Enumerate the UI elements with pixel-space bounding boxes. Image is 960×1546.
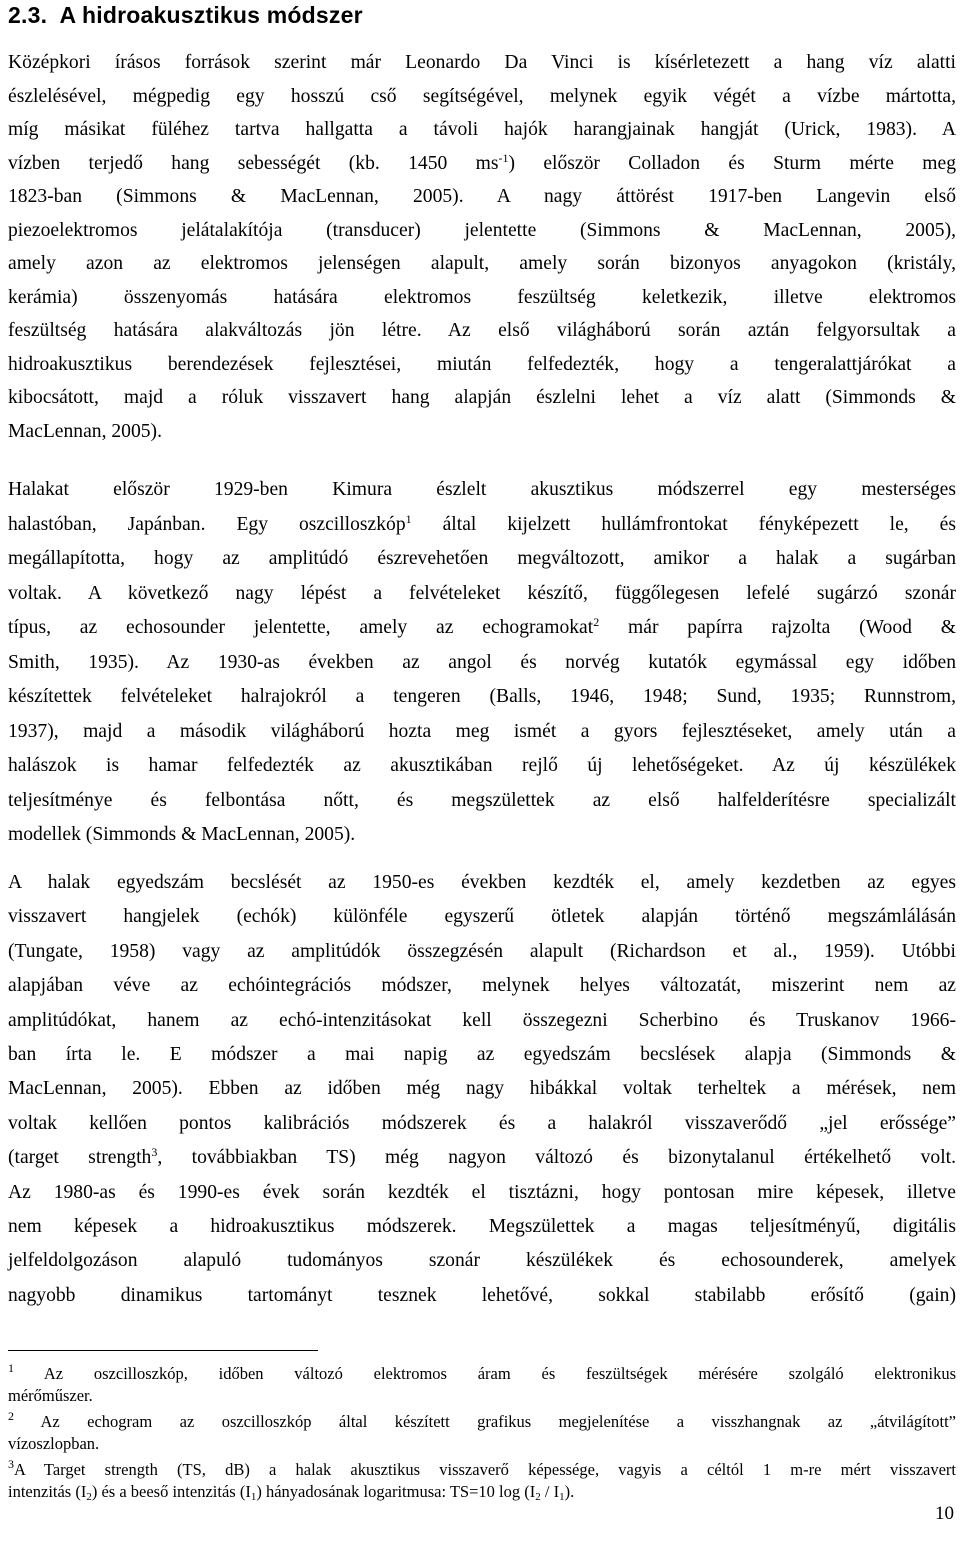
section-number: 2.3. — [8, 2, 48, 28]
footnote-line — [8, 1480, 574, 1503]
section-heading — [8, 2, 363, 29]
text-line: Smith, 1935). Az 1930-as években az angol és norvég kutatók egymással egy időben — [8, 651, 956, 673]
text-line: jelfeldolgozáson alapuló tudományos szonár készülékek és echosounderek, amelyek — [8, 1250, 956, 1272]
text-run: (target strength — [8, 1147, 152, 1169]
text-line: voltak. A következő nagy lépést a felvételeket készítő, függőlegesen lefelé sugárzó szonár — [8, 582, 956, 604]
footnote-mark: 2 — [8, 1409, 14, 1423]
text-line: ban írta le. E módszer a mai napig az egyedszám becslések alapja (Simmonds & — [8, 1044, 956, 1065]
text-run: vízben terjedő hang sebességét (kb. 1450 ms — [8, 152, 499, 174]
text-line: halászok is hamar felfedezték az akusztikában rejlő új lehetőségeket. Az új készülékek — [8, 755, 956, 776]
subscript: 2 — [535, 1491, 541, 1503]
text-line — [8, 511, 956, 539]
text-line: észlelésével, mégpedig egy hosszú cső segítségével, melynek egyik végét a vízbe mártotta, — [8, 85, 956, 107]
footnote-separator — [8, 1350, 318, 1351]
text-line: A halak egyedszám becslését az 1950-es években kezdték el, amely kezdetben az egyes — [8, 872, 956, 893]
text-run: / I — [540, 1482, 560, 1501]
text-line: Középkori írásos források szerint már Leonardo Da Vinci is kísérletezett a hang víz alatti — [8, 52, 956, 73]
text-line — [8, 1144, 956, 1172]
text-line: (Tungate, 1958) vagy az amplitúdók összegzésén alapult (Richardson et al., 1959). Utóbbi — [8, 940, 956, 962]
text-line: 1937), majd a második világháború hozta meg ismét a gyors fejlesztéseket, amely után a — [8, 720, 956, 742]
text-line: visszavert hangjelek (echók) különféle egyszerű ötletek alapján történő megszámlálásán — [8, 906, 956, 928]
text-run: által kijelzett hullámfrontokat fényképezett le, és — [411, 513, 957, 535]
text-run: halastóban, Japánban. Egy oszcilloszkóp — [8, 513, 406, 535]
subscript: 2 — [86, 1491, 92, 1503]
superscript: -1 — [498, 150, 509, 165]
text-line: megállapította, hogy az amplitúdó észrevehetően megváltozott, amikor a halak a sugárban — [8, 548, 956, 569]
text-run: ) először Colladon és Sturm mérte meg — [508, 152, 956, 174]
text-run: típus, az echosounder jelentette, amely az echogramokat — [8, 617, 594, 638]
text-line: modellek (Simmonds & MacLennan, 2005). — [8, 824, 356, 845]
text-line — [8, 614, 956, 642]
superscript: 2 — [593, 615, 600, 629]
text-line: Halakat először 1929-ben Kimura észlelt akusztikus módszerrel egy mesterséges — [8, 479, 956, 500]
text-line: MacLennan, 2005). — [8, 420, 162, 442]
text-line: teljesítménye és felbontása nőtt, és megszülettek az első halfelderítésre specializált — [8, 789, 956, 811]
footnote-line — [8, 1362, 956, 1385]
text-line: MacLennan, 2005). Ebben az időben még nagy hibákkal voltak terheltek a mérések, nem — [8, 1078, 956, 1100]
text-line: alapjában véve az echóintegrációs módszer, melynek helyes változatát, miszerint nem az — [8, 975, 956, 997]
text-line: feszültség hatására alakváltozás jön létre. Az első világháború során aztán felgyorsultak a — [8, 320, 956, 341]
superscript: 3 — [151, 1145, 158, 1160]
page-number: 10 — [935, 1503, 954, 1524]
text-line: amely azon az elektromos jelenségen alapult, amely során bizonyos anyagokon (kristály, — [8, 253, 956, 274]
footnote-mark: 1 — [8, 1361, 14, 1375]
text-line: nem képesek a hidroakusztikus módszerek. Megszülettek a magas teljesítményű, digitális — [8, 1216, 956, 1237]
footnote-mark: 3 — [8, 1457, 14, 1471]
subscript: 1 — [250, 1491, 257, 1503]
text-line — [8, 150, 956, 178]
text-line: Az 1980-as és 1990-es évek során kezdték el tisztázni, hogy pontosan mire képesek, illetve — [8, 1181, 956, 1203]
text-line: hidroakusztikus berendezések fejlesztései, miután felfedezték, hogy a tengeralattjárókat a — [8, 353, 956, 375]
subscript: 1 — [559, 1491, 565, 1503]
text-run: ) és a beeső intenzitás (I — [91, 1482, 251, 1501]
text-run: Az oszcilloszkóp, időben változó elektromos áram és feszültségek mérésére szolgáló elektronikus — [14, 1364, 956, 1383]
footnote-line: vízoszlopban. — [8, 1434, 100, 1453]
text-line: voltak kellően pontos kalibrációs módszerek és a halakról visszaverődő „jel erőssége” — [8, 1112, 956, 1134]
footnote-line — [8, 1410, 956, 1433]
text-run: intenzitás (I — [8, 1482, 87, 1501]
text-line: 1823-ban (Simmons & MacLennan, 2005). A nagy áttörést 1917-ben Langevin első — [8, 186, 956, 207]
text-line: míg másikat füléhez tartva hallgatta a távoli hajók harangjainak hangját (Urick, 1983). A — [8, 119, 956, 140]
text-line: kerámia) összenyomás hatására elektromos feszültség keletkezik, illetve elektromos — [8, 286, 956, 308]
text-line: amplitúdókat, hanem az echó-intenzitásokat kell összegezni Scherbino és Truskanov 1966- — [8, 1009, 956, 1031]
text-line: kibocsátott, majd a róluk visszavert hang alapján észlelni lehet a víz alatt (Simmonds & — [8, 387, 956, 408]
text-run: A Target strength (TS, dB) a halak akusztikus visszaverő képessége, vagyis a céltól 1 m-re mért visszavert — [14, 1460, 956, 1479]
text-run: ). — [564, 1482, 575, 1501]
superscript: 1 — [405, 511, 412, 526]
text-line: nagyobb dinamikus tartományt tesznek lehetővé, sokkal stabilabb erősítő (gain) — [8, 1284, 956, 1306]
text-run: Az echogram az oszcilloszkóp által készített grafikus megjelenítése a visszhangnak az „átvilágított” — [14, 1412, 956, 1431]
section-title: A hidroakusztikus módszer — [59, 2, 363, 28]
footnote-line — [8, 1458, 956, 1481]
footnote-line: mérőműszer. — [8, 1386, 93, 1405]
text-run: már papírra rajzolta (Wood & — [599, 617, 956, 638]
text-run: , továbbiakban TS) még nagyon változó és bizonytalanul értékelhető volt. — [157, 1147, 956, 1169]
text-run: ) hányadosának logaritmusa: TS=10 log (I — [256, 1482, 536, 1501]
text-line: készítettek felvételeket halrajokról a tengeren (Balls, 1946, 1948; Sund, 1935; Runnstrom, — [8, 686, 956, 707]
text-line: piezoelektromos jelátalakítója (transducer) jelentette (Simmons & MacLennan, 2005), — [8, 219, 956, 241]
